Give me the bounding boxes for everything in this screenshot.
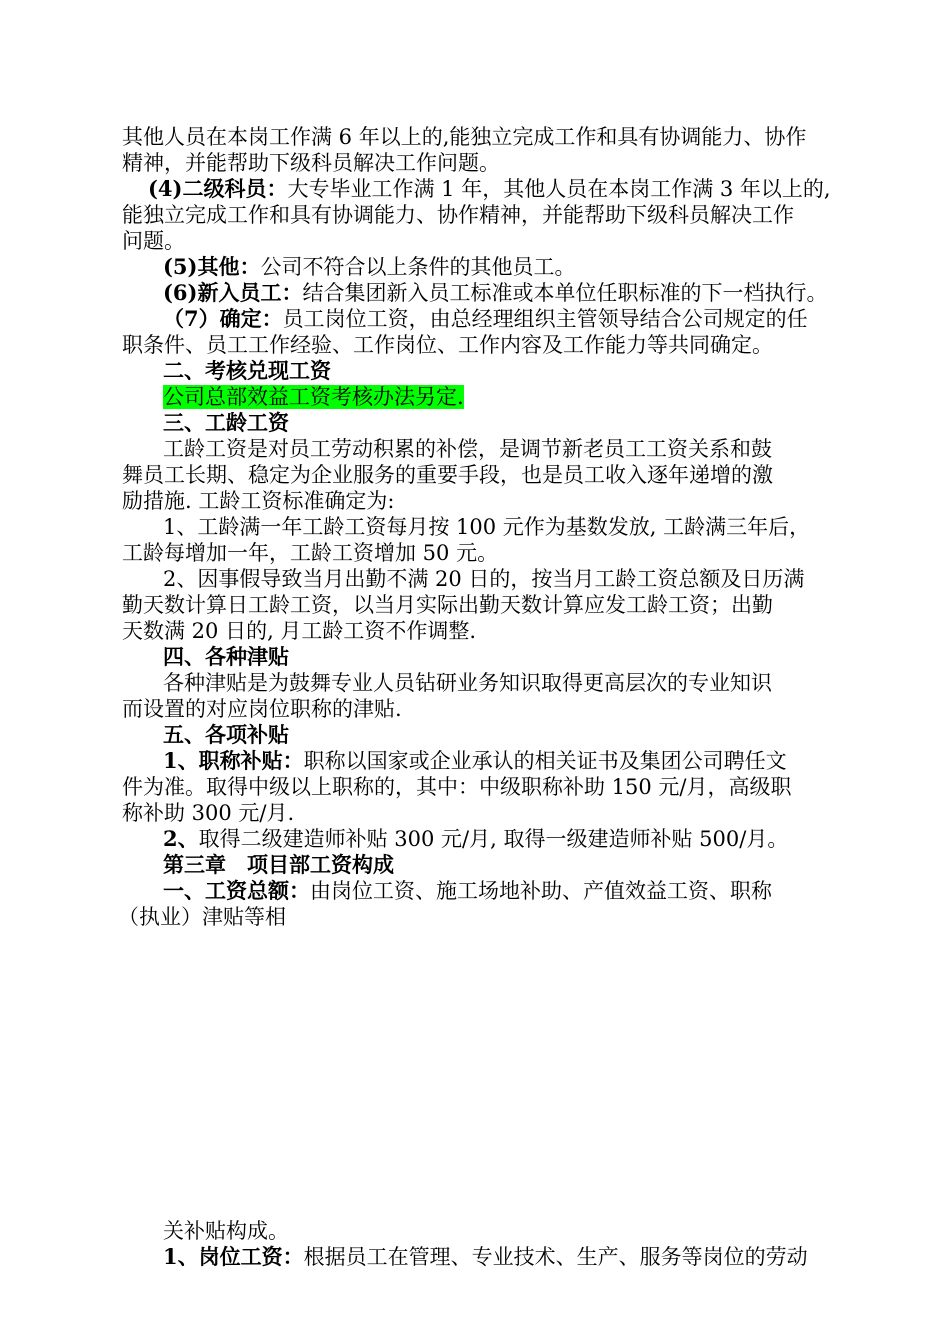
section-heading: 二、考核兑现工资 bbox=[163, 358, 331, 383]
paragraph-line bbox=[163, 748, 787, 774]
item-text: 员工岗位工资，由总经理组织主管领导结合公司规定的任 bbox=[282, 307, 808, 331]
paragraph-line: 工龄每增加一年，工龄工资增加 50 元。 bbox=[122, 541, 499, 565]
paragraph-line: 关补贴构成。 bbox=[163, 1219, 289, 1243]
paragraph-line: 精神，并能帮助下级科员解决工作问题。 bbox=[122, 151, 500, 175]
paragraph-line: 职条件、员工工作经验、工作岗位、工作内容及工作能力等共同确定。 bbox=[122, 333, 773, 357]
paragraph-line bbox=[163, 878, 772, 904]
paragraph-line: （执业）津贴等相 bbox=[118, 905, 286, 929]
paragraph-line: 天数满 20 日的, 月工龄工资不作调整. bbox=[122, 619, 477, 643]
highlighted-line bbox=[163, 384, 464, 410]
paragraph-line bbox=[148, 176, 831, 202]
paragraph-line bbox=[163, 254, 575, 280]
item-text: 大专毕业工作满 1 年，其他人员在本岗工作满 3 年以上的, bbox=[287, 177, 831, 201]
item-label: （7）确定： bbox=[163, 306, 283, 331]
paragraph-line: 1、工龄满一年工龄工资每月按 100 元作为基数发放, 工龄满三年后， bbox=[163, 515, 811, 539]
item-label: (6)新入员工： bbox=[163, 280, 303, 305]
section-heading: 三、工龄工资 bbox=[163, 410, 289, 435]
highlight-text: 公司总部效益工资考核办法另定. bbox=[163, 385, 464, 409]
paragraph-line: 各种津贴是为鼓舞专业人员钻研业务知识取得更高层次的专业知识 bbox=[163, 671, 772, 695]
item-text: 由岗位工资、施工场地补助、产值效益工资、职称 bbox=[310, 879, 772, 903]
item-text: 公司不符合以上条件的其他员工。 bbox=[260, 255, 576, 279]
section-heading: 五、各项补贴 bbox=[163, 722, 289, 747]
paragraph-line: 2、因事假导致当月出勤不满 20 日的，按当月工龄工资总额及日历满 bbox=[163, 567, 805, 591]
paragraph-line: 励措施. 工龄工资标准确定为: bbox=[122, 489, 395, 513]
paragraph-line: 其他人员在本岗工作满 6 年以上的,能独立完成工作和具有协调能力、协作 bbox=[122, 125, 807, 149]
item-text: 取得二级建造师补贴 300 元/月, 取得一级建造师补贴 500/月。 bbox=[198, 827, 789, 851]
paragraph-line: 称补助 300 元/月. bbox=[122, 801, 295, 825]
paragraph-line bbox=[163, 826, 788, 852]
paragraph-line: 而设置的对应岗位职称的津贴. bbox=[122, 697, 402, 721]
paragraph-line: 工龄工资是对员工劳动积累的补偿，是调节新老员工工资关系和鼓 bbox=[163, 437, 772, 461]
item-label: 一、工资总额： bbox=[163, 878, 310, 903]
item-label: 1、岗位工资： bbox=[163, 1244, 304, 1269]
item-text: 结合集团新入员工标准或本单位任职标准的下一档执行。 bbox=[302, 281, 828, 305]
paragraph-line: 件为准。取得中级以上职称的，其中：中级职称补助 150 元/月，高级职 bbox=[122, 775, 792, 799]
paragraph-line: 能独立完成工作和具有协调能力、协作精神，并能帮助下级科员解决工作 bbox=[122, 203, 794, 227]
paragraph-line: 舞员工长期、稳定为企业服务的重要手段，也是员工收入逐年递增的激 bbox=[122, 463, 773, 487]
chapter-heading: 第三章 项目部工资构成 bbox=[163, 852, 394, 877]
paragraph-line bbox=[163, 306, 808, 332]
item-label: (5)其他： bbox=[163, 254, 261, 279]
paragraph-line bbox=[163, 280, 827, 306]
item-label: 2、 bbox=[163, 826, 199, 851]
section-heading: 四、各种津贴 bbox=[163, 644, 289, 669]
item-label: (4)二级科员： bbox=[148, 176, 288, 201]
paragraph-line: 问题。 bbox=[122, 229, 185, 253]
item-text: 职称以国家或企业承认的相关证书及集团公司聘任文 bbox=[303, 749, 787, 773]
paragraph-line bbox=[163, 1244, 808, 1270]
paragraph-line: 勤天数计算日工龄工资，以当月实际出勤天数计算应发工龄工资；出勤 bbox=[122, 593, 773, 617]
item-label: 1、职称补贴： bbox=[163, 748, 304, 773]
item-text: 根据员工在管理、专业技术、生产、服务等岗位的劳动 bbox=[303, 1245, 808, 1269]
